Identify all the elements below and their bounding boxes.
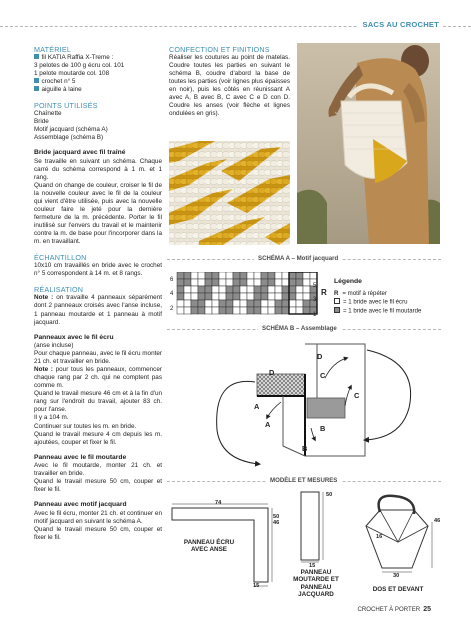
jacquard-cell — [275, 279, 282, 286]
jacquard-cell — [212, 293, 219, 300]
jacquard-cell — [289, 279, 296, 286]
white-cell-icon — [334, 298, 340, 304]
jacquard-cell — [275, 272, 282, 279]
label-b: B — [320, 424, 326, 433]
jacquard-cell — [240, 293, 247, 300]
jacquard-cell — [233, 279, 240, 286]
ecru-title: Panneaux avec le fil écru — [34, 333, 114, 341]
jacquard-cell — [247, 300, 254, 307]
jacquard-cell — [177, 293, 184, 300]
page-footer: CROCHET À PORTER 25 — [357, 606, 431, 613]
jacquard-cell — [191, 279, 198, 286]
jacquard-cell — [261, 279, 268, 286]
jacquard-cell — [226, 293, 233, 300]
materiel-item: 3 pelotes de 100 g écru col. 101 — [34, 62, 125, 70]
jacquard-cell — [219, 286, 226, 293]
jacquard-cell — [205, 300, 212, 307]
jacquard-cell — [275, 307, 282, 314]
jacquard-cell — [177, 307, 184, 314]
ecru-paragraph: Continuer sur toutes les m. en bride. — [34, 422, 137, 430]
jacquard-cell — [184, 279, 191, 286]
ecru-base-label: 15 — [253, 583, 260, 589]
jacquard-cell — [191, 286, 198, 293]
jacquard-cell — [282, 300, 289, 307]
jacquard-cell — [289, 286, 296, 293]
confection-text: Réaliser les coutures au point de matelas. Coudre toutes les parties en suivant le schéma B, coudre d'abord la base de toutes les parties (voir lignes plus épaisses en noir), puis les côtés en réunissant A avec A, B avec B, C avec C e D con D. Coudre les anses (voir flèche et lignes ondulées en gris). — [169, 54, 290, 118]
label-c: C — [354, 391, 360, 400]
ecru-paragraph: Pour chaque panneau, avec le fil écru monter 21 ch. et travailler en bride. — [34, 350, 163, 366]
jacquard-cell — [198, 279, 205, 286]
schema-a-row-labels-right: 5 3 1 — [313, 283, 317, 318]
jacquard-cell — [233, 300, 240, 307]
bride-paragraph: Se travaille en suivant un schéma. Chaque carré du schéma correspond à 1 m. et 1 rang. — [34, 157, 162, 181]
schema-a-row-labels-left: 6 4 2 — [170, 277, 174, 312]
jacquard-cell — [268, 307, 275, 314]
bullet-square-icon — [34, 78, 39, 83]
jacquard-cell — [303, 272, 310, 279]
jacquard-cell — [191, 272, 198, 279]
modele-caption: MODÈLE ET MESURES — [266, 477, 341, 484]
jacquard-cell — [289, 293, 296, 300]
jacquard-paragraph: Quand le travail mesure 50 cm, couper et fixer le fil. — [34, 525, 162, 541]
ecru-subtitle: (anse incluse) — [34, 342, 74, 350]
jacquard-cell — [240, 286, 247, 293]
jacquard-cell — [233, 293, 240, 300]
materiel-item: 1 pelote moutarde col. 108 — [34, 70, 110, 78]
echantillon-text: 10x10 cm travaillés en bride avec le crochet n° 5 correspondent à 14 m. et 8 rangs. — [34, 262, 162, 278]
jacquard-cell — [212, 300, 219, 307]
jacquard-cell — [247, 307, 254, 314]
bag-base-label: 30 — [393, 573, 400, 579]
jacquard-cell — [226, 307, 233, 314]
jacquard-cell — [261, 286, 268, 293]
grey-cell-icon — [334, 307, 340, 313]
jacquard-cell — [191, 300, 198, 307]
materiel-item: crochet n° 5 — [34, 78, 162, 86]
jacquard-cell — [198, 307, 205, 314]
jacquard-cell — [177, 272, 184, 279]
materiel-item: aiguille à laine — [34, 86, 162, 94]
jacquard-cell — [254, 300, 261, 307]
jacquard-cell — [191, 307, 198, 314]
jacquard-cell — [268, 279, 275, 286]
jacquard-cell — [296, 279, 303, 286]
schema-a-chart — [167, 272, 327, 316]
jacquard-cell — [261, 307, 268, 314]
jacquard-cell — [296, 300, 303, 307]
label-d: D — [269, 368, 275, 377]
legend-item: = 1 bride avec le fil écru — [334, 298, 421, 307]
jacquard-cell — [198, 286, 205, 293]
jacquard-cell — [219, 272, 226, 279]
jacquard-cell — [184, 293, 191, 300]
jacquard-cell — [198, 300, 205, 307]
bag-shape-drawing — [358, 492, 436, 578]
jacquard-cell — [268, 286, 275, 293]
jacquard-cell — [268, 272, 275, 279]
jacquard-cell — [275, 300, 282, 307]
jacquard-cell — [191, 293, 198, 300]
jacquard-cell — [219, 293, 226, 300]
legend-list — [334, 290, 421, 315]
jacquard-cell — [282, 293, 289, 300]
jacquard-cell — [282, 272, 289, 279]
mustard-panel-label: PANNEAU MOUTARDE ET PANNEAU JACQUARD — [293, 569, 339, 599]
left-column — [34, 45, 162, 542]
jacquard-cell — [198, 293, 205, 300]
ecru-width-label: 74 — [215, 500, 222, 506]
jacquard-title: Panneau avec motif jacquard — [34, 501, 127, 509]
jacquard-cell — [254, 286, 261, 293]
jacquard-cell — [261, 293, 268, 300]
realisation-title: RÉALISATION — [34, 285, 84, 295]
jacquard-cell — [296, 272, 303, 279]
middle-column — [169, 45, 290, 118]
schema-b-caption: SCHÉMA B – Assemblage — [258, 325, 341, 332]
jacquard-cell — [212, 279, 219, 286]
jacquard-cell — [184, 272, 191, 279]
points-item: Bride — [34, 118, 49, 126]
jacquard-cell — [275, 286, 282, 293]
jacquard-cell — [289, 272, 296, 279]
jacquard-cell — [282, 279, 289, 286]
jacquard-cell — [303, 279, 310, 286]
jacquard-cell — [212, 286, 219, 293]
points-item: Chaînette — [34, 110, 62, 118]
materiel-item: fil KATIA Raffia X-Treme : — [34, 54, 162, 62]
jacquard-cell — [177, 300, 184, 307]
jacquard-cell — [184, 300, 191, 307]
mustard-base-label: 15 — [309, 563, 316, 569]
jacquard-cell — [219, 300, 226, 307]
jacquard-cell — [240, 279, 247, 286]
label-a: A — [265, 420, 271, 429]
jacquard-cell — [261, 300, 268, 307]
jacquard-cell — [177, 279, 184, 286]
model-photo — [297, 43, 440, 244]
jacquard-cell — [233, 272, 240, 279]
mustard-height-label: 50 — [326, 492, 333, 498]
jacquard-cell — [296, 286, 303, 293]
materiel-title: MATÉRIEL — [34, 45, 72, 54]
moutarde-paragraph: Quand le travail mesure 50 cm, couper et fixer le fil. — [34, 478, 162, 494]
jacquard-cell — [303, 286, 310, 293]
jacquard-cell — [226, 272, 233, 279]
jacquard-cell — [296, 293, 303, 300]
jacquard-cell — [247, 293, 254, 300]
bag-label: DOS ET DEVANT — [372, 586, 424, 593]
jacquard-cell — [205, 307, 212, 314]
jacquard-cell — [289, 307, 296, 314]
jacquard-cell — [247, 286, 254, 293]
jacquard-cell — [219, 307, 226, 314]
ecru-panel-label: PANNEAU ÉCRU AVEC ANSE — [183, 539, 235, 554]
echantillon-title: ÉCHANTILLON — [34, 253, 87, 263]
moutarde-title: Panneau avec le fil moutarde — [34, 453, 127, 461]
ecru-height-labels: 50 46 — [273, 514, 280, 526]
jacquard-cell — [226, 300, 233, 307]
ecru-paragraph: Il y a 104 m. — [34, 414, 69, 422]
jacquard-cell — [240, 300, 247, 307]
legend-item: = 1 bride avec le fil moutarde — [334, 307, 421, 316]
jacquard-cell — [296, 307, 303, 314]
points-item: Assemblage (schéma B) — [34, 134, 104, 142]
bag-side-label: 16 — [376, 534, 383, 540]
jacquard-cell — [177, 286, 184, 293]
jacquard-cell — [198, 272, 205, 279]
points-title: POINTS UTILISÉS — [34, 101, 98, 111]
jacquard-cell — [289, 300, 296, 307]
bag-height-label: 46 — [434, 518, 441, 524]
jacquard-cell — [282, 307, 289, 314]
jacquard-cell — [226, 279, 233, 286]
jacquard-cell — [310, 272, 317, 279]
jacquard-cell — [219, 279, 226, 286]
jacquard-cell — [205, 272, 212, 279]
note-paragraph: Note : on travaille 4 panneaux séparément dont 2 panneaux croisés avec l'anse incluse, 1 panneau moutarde et 1 panneau à motif jacquard. — [34, 294, 163, 326]
jacquard-cell — [275, 293, 282, 300]
section-title: SACS AU CROCHET — [358, 20, 443, 29]
jacquard-cell — [254, 293, 261, 300]
jacquard-cell — [268, 293, 275, 300]
jacquard-cell — [205, 286, 212, 293]
label-a: A — [254, 402, 260, 411]
page-number: 25 — [423, 606, 431, 613]
label-c: C — [320, 371, 326, 380]
jacquard-cell — [247, 272, 254, 279]
legend-title: Légende — [334, 278, 362, 285]
jacquard-cell — [303, 300, 310, 307]
note-paragraph: Note : pour tous les panneaux, commencer chaque rang par 2 ch. qui ne comptent pas comme m. — [34, 366, 162, 390]
label-b: B — [302, 444, 308, 453]
jacquard-cell — [184, 307, 191, 314]
bullet-square-icon — [34, 86, 39, 91]
mustard-panel-drawing — [297, 490, 329, 564]
jacquard-cell — [303, 293, 310, 300]
legend-item: R = motif à répéter — [334, 290, 387, 297]
jacquard-cell — [226, 286, 233, 293]
jacquard-cell — [254, 272, 261, 279]
schema-a-caption: SCHÉMA A – Motif jacquard — [254, 255, 342, 262]
points-item: Motif jacquard (schéma A) — [34, 126, 108, 134]
bride-paragraph: Quand on change de couleur, croiser le fil de la nouvelle couleur avec le fil de la couleur qui vient d'être utilisée, puis avec la nouvelle couleur faire le jeté pour la dernière fermeture de la m. précédente. Porter le fil inutilisé sur l'envers du travail et le maintenir contre la m. de base pour l'incorporer dans la m. en travaillant. — [34, 181, 162, 246]
jacquard-cell — [240, 272, 247, 279]
jacquard-cell — [233, 307, 240, 314]
jacquard-cell — [240, 307, 247, 314]
jacquard-cell — [212, 307, 219, 314]
jacquard-cell — [254, 279, 261, 286]
jacquard-cell — [205, 293, 212, 300]
jacquard-cell — [247, 279, 254, 286]
jacquard-cell — [261, 272, 268, 279]
jacquard-cell — [282, 286, 289, 293]
ecru-paragraph: Quand le travail mesure 46 cm et à la fin d'un rang sur l'endroit du travail, ajouter 83 ch. pour l'anse. — [34, 390, 162, 414]
ecru-paragraph: Quand le travail mesure 4 cm depuis les m. ajoutées, couper et fixer le fil. — [34, 430, 162, 446]
moutarde-paragraph: Avec le fil moutarde, monter 21 ch. et travailler en bride. — [34, 462, 162, 478]
jacquard-cell — [184, 286, 191, 293]
stitch-swatch-photo — [169, 141, 290, 245]
jacquard-cell — [233, 286, 240, 293]
jacquard-cell — [303, 307, 310, 314]
jacquard-cell — [268, 300, 275, 307]
bride-title: Bride jacquard avec fil traîné — [34, 149, 126, 157]
bullet-square-icon — [34, 54, 39, 59]
jacquard-paragraph: Avec le fil écru, monter 21 ch. et continuer en motif jacquard en suivant le schéma A. — [34, 509, 162, 525]
repeat-marker: R — [321, 288, 327, 297]
jacquard-cell — [205, 279, 212, 286]
label-d: D — [317, 352, 323, 361]
jacquard-cell — [254, 307, 261, 314]
jacquard-cell — [212, 272, 219, 279]
confection-title: CONFECTION ET FINITIONS — [169, 45, 270, 54]
